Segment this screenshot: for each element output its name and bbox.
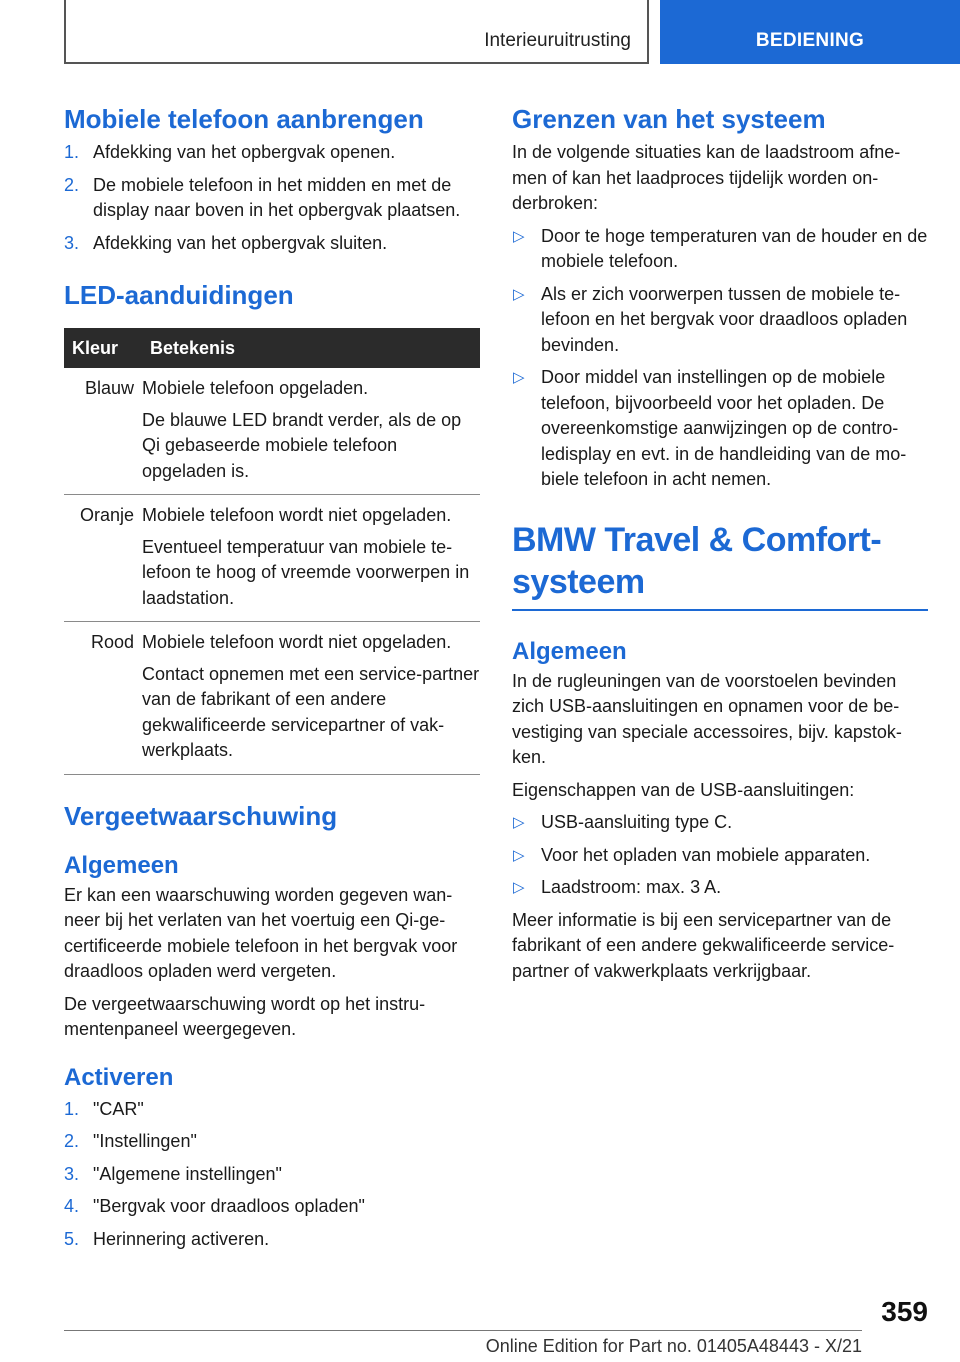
led-meaning-cell: Mobiele telefoon wordt niet opgeladen. Contact opnemen met een service-partner van de fabrikant of een andere gekwalificeerde servicepartner of vak-werkplaats.	[142, 622, 480, 775]
limits-heading: Grenzen van het systeem	[512, 104, 826, 134]
led-table	[64, 328, 480, 775]
warning-general-heading: Algemeen	[64, 851, 179, 879]
footer-edition: Online Edition for Part no. 01405A48443 - X/21	[485, 1336, 862, 1356]
header-section-title: Interieuruitrusting	[484, 30, 631, 51]
led-color-cell: Rood	[64, 622, 142, 775]
triangle-right-icon: ▷	[513, 846, 525, 864]
activate-step: 5. Herinnering activeren.	[64, 1228, 270, 1249]
triangle-right-icon: ▷	[513, 369, 525, 386]
led-meaning-cell: Mobiele telefoon opgeladen. De blauwe LED brandt verder, als de op Qi gebaseerde mobiele telefoon opgeladen is.	[142, 368, 480, 495]
triangle-right-icon: ▷	[513, 879, 525, 896]
mount-step: 3. Afdekking van het opbergvak sluiten.	[64, 232, 388, 253]
triangle-right-icon: ▷	[513, 814, 525, 831]
led-heading: LED-aanduidingen	[64, 280, 294, 310]
footer-rule	[64, 1330, 862, 1331]
activate-step: 2. "Instellingen"	[64, 1131, 197, 1151]
led-col-color: Kleur	[64, 328, 142, 368]
activate-step: 1. "CAR"	[64, 1098, 144, 1119]
activate-heading: Activeren	[64, 1063, 174, 1091]
mount-step: 2. De mobiele telefoon in het midden en met de display naar boven in het opbergvak plaatsen.	[64, 174, 461, 220]
triangle-right-icon: ▷	[513, 285, 525, 303]
limits-intro: In de volgende situaties kan de laadstroom afne-men of kan het laadproces tijdelijk worden on-derbroken:	[512, 142, 901, 213]
led-color-cell: Oranje	[64, 495, 142, 622]
list-item: ▷ Voor het opladen van mobiele apparaten.	[512, 843, 928, 869]
left-column	[64, 100, 480, 1259]
list-item: ▷ Laadstroom: max. 3 A.	[512, 875, 928, 901]
header-section-box	[64, 0, 649, 64]
bmw-paragraph-1: In de rugleuningen van de voorstoelen bevinden zich USB-aansluitingen en opnamen voor de be-vestiging van speciale accessoires, bijv. kapstok-ken.	[512, 670, 902, 767]
triangle-right-icon: ▷	[513, 227, 525, 245]
table-row	[64, 368, 480, 495]
bmw-general-heading: Algemeen	[512, 637, 627, 665]
heading-rule	[512, 609, 928, 611]
mount-heading: Mobiele telefoon aanbrengen	[64, 104, 424, 134]
warning-paragraph-2: De vergeetwaarschuwing wordt op het instru-mentenpaneel weergegeven.	[64, 993, 426, 1039]
bmw-paragraph-3: Meer informatie is bij een servicepartner van de fabrikant of een andere gekwalificeerde service-partner of vakwerkplaats verkrijgbaar.	[512, 909, 895, 981]
table-row	[64, 622, 480, 775]
table-row	[64, 495, 480, 622]
activate-step: 3. "Algemene instellingen"	[64, 1163, 282, 1184]
warning-heading: Vergeetwaarschuwing	[64, 800, 338, 831]
led-color-cell: Blauw	[64, 368, 142, 495]
led-meaning-cell: Mobiele telefoon wordt niet opgeladen. Eventueel temperatuur van mobiele te-lefoon te hoog of vreemde voorwerpen in laadstation.	[142, 495, 480, 622]
warning-paragraph-1: Er kan een waarschuwing worden gegeven wan-neer bij het verlaten van het voertuig een Qi-ge-certificeerde mobiele telefoon in het bergvak voor draadloos opladen werd vergeten.	[64, 884, 458, 981]
mount-step: 1. Afdekking van het opbergvak openen.	[64, 142, 396, 162]
page-number: 359	[881, 1296, 928, 1327]
right-column	[512, 100, 928, 991]
list-item: ▷ Als er zich voorwerpen tussen de mobiele te-lefoon en het bergvak voor draadloos opladen bevinden.	[513, 283, 908, 355]
header-chapter-label: BEDIENING	[755, 30, 865, 51]
limits-list	[512, 224, 928, 493]
mount-steps	[64, 140, 480, 256]
list-item: ▷ USB-aansluiting type C.	[512, 810, 928, 836]
list-item: ▷ Door middel van instellingen op de mobiele telefoon, bijvoorbeeld voor het opladen. De overeenkomstige aanwijzingen op de contro-ledisplay en evt. in de handleiding van de mo-biele telefoon in acht nemen.	[513, 367, 907, 489]
bmw-system-heading: BMW Travel & Comfort-systeem	[512, 520, 882, 601]
usb-list	[512, 810, 928, 901]
activate-step: 4. "Bergvak voor draadloos opladen"	[64, 1196, 365, 1216]
led-col-meaning: Betekenis	[142, 328, 480, 368]
list-item: ▷ Door te hoge temperaturen van de houder en de mobiele telefoon.	[513, 225, 928, 271]
activate-steps	[64, 1097, 480, 1253]
header-chapter-tab[interactable]	[660, 0, 960, 64]
bmw-paragraph-2: Eigenschappen van de USB-aansluitingen:	[512, 779, 855, 800]
